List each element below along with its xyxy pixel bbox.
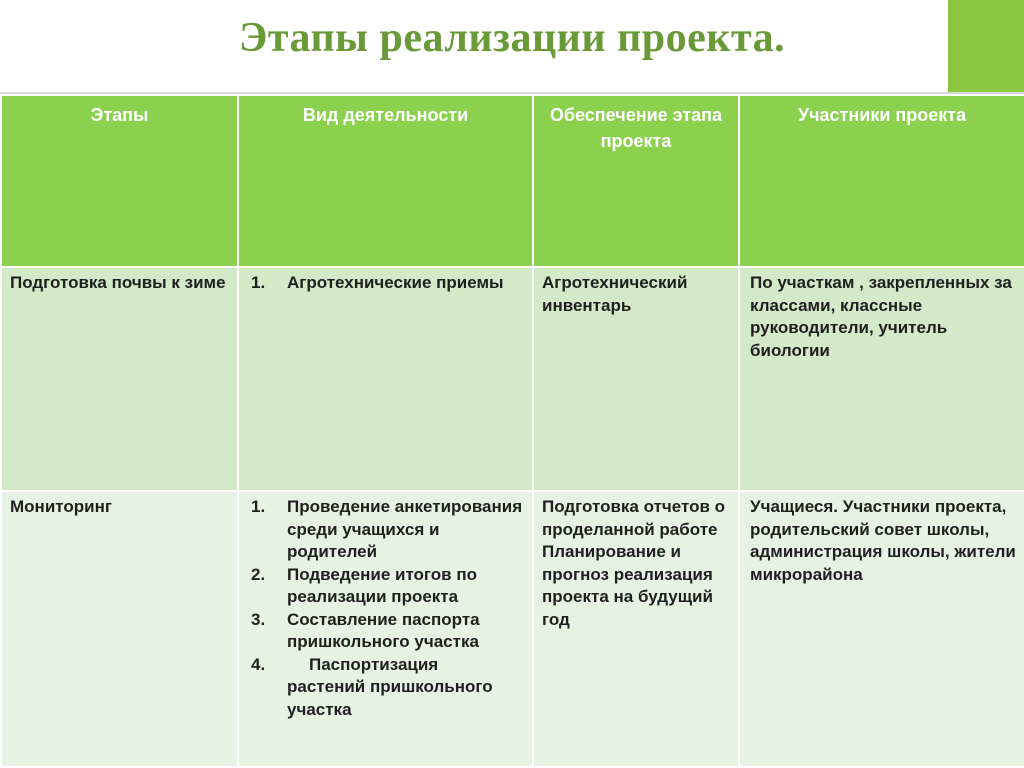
list-item-text: растений пришкольного участка — [287, 677, 493, 719]
list-item — [247, 609, 524, 654]
list-item-text: Составление паспорта пришкольного участка — [287, 609, 480, 651]
activity-list — [247, 496, 524, 721]
list-item-number: 4. — [251, 654, 266, 674]
table-row — [1, 491, 1024, 767]
cell-activity — [238, 267, 533, 491]
header-activity: Вид деятельности — [238, 95, 533, 267]
cell-stage: Мониторинг — [1, 491, 238, 767]
list-item — [247, 496, 524, 564]
activity-list — [247, 272, 524, 295]
list-item-text: Агротехнические приемы — [287, 273, 504, 292]
table-header-row — [1, 95, 1024, 267]
corner-accent-block — [948, 0, 1024, 92]
page-title: Этапы реализации проекта. — [238, 15, 786, 61]
cell-support: Агротехнический инвентарь — [533, 267, 739, 491]
table-row — [1, 267, 1024, 491]
list-item-text-first-line: Паспортизация — [309, 654, 439, 674]
list-item — [247, 272, 524, 295]
cell-activity — [238, 491, 533, 767]
cell-participants: Учащиеся. Участники проекта, родительский совет школы, администрация школы, жители микрорайона — [739, 491, 1024, 767]
list-item-text: Проведение анкетирования среди учащихся и родителей — [287, 497, 523, 561]
project-stages-table — [0, 94, 1024, 768]
cell-support: Подготовка отчетов о проделанной работе Планирование и прогноз реализация проекта на будущий год — [533, 491, 739, 767]
list-item-number: 3. — [251, 609, 266, 629]
list-item-number: 2. — [251, 564, 266, 584]
list-item-text: Подведение итогов по реализации проекта — [287, 564, 477, 606]
header-participants: Участники проекта — [739, 95, 1024, 267]
header-stage: Этапы — [1, 95, 238, 267]
list-item — [247, 564, 524, 609]
list-item-number: 1. — [251, 273, 266, 292]
cell-stage: Подготовка почвы к зиме — [1, 267, 238, 491]
list-item-number: 1. — [251, 497, 266, 516]
list-item — [247, 654, 524, 722]
cell-participants: По участкам , закрепленных за классами, классные руководители, учитель биологии — [739, 267, 1024, 491]
header-support: Обеспечение этапа проекта — [533, 95, 739, 267]
